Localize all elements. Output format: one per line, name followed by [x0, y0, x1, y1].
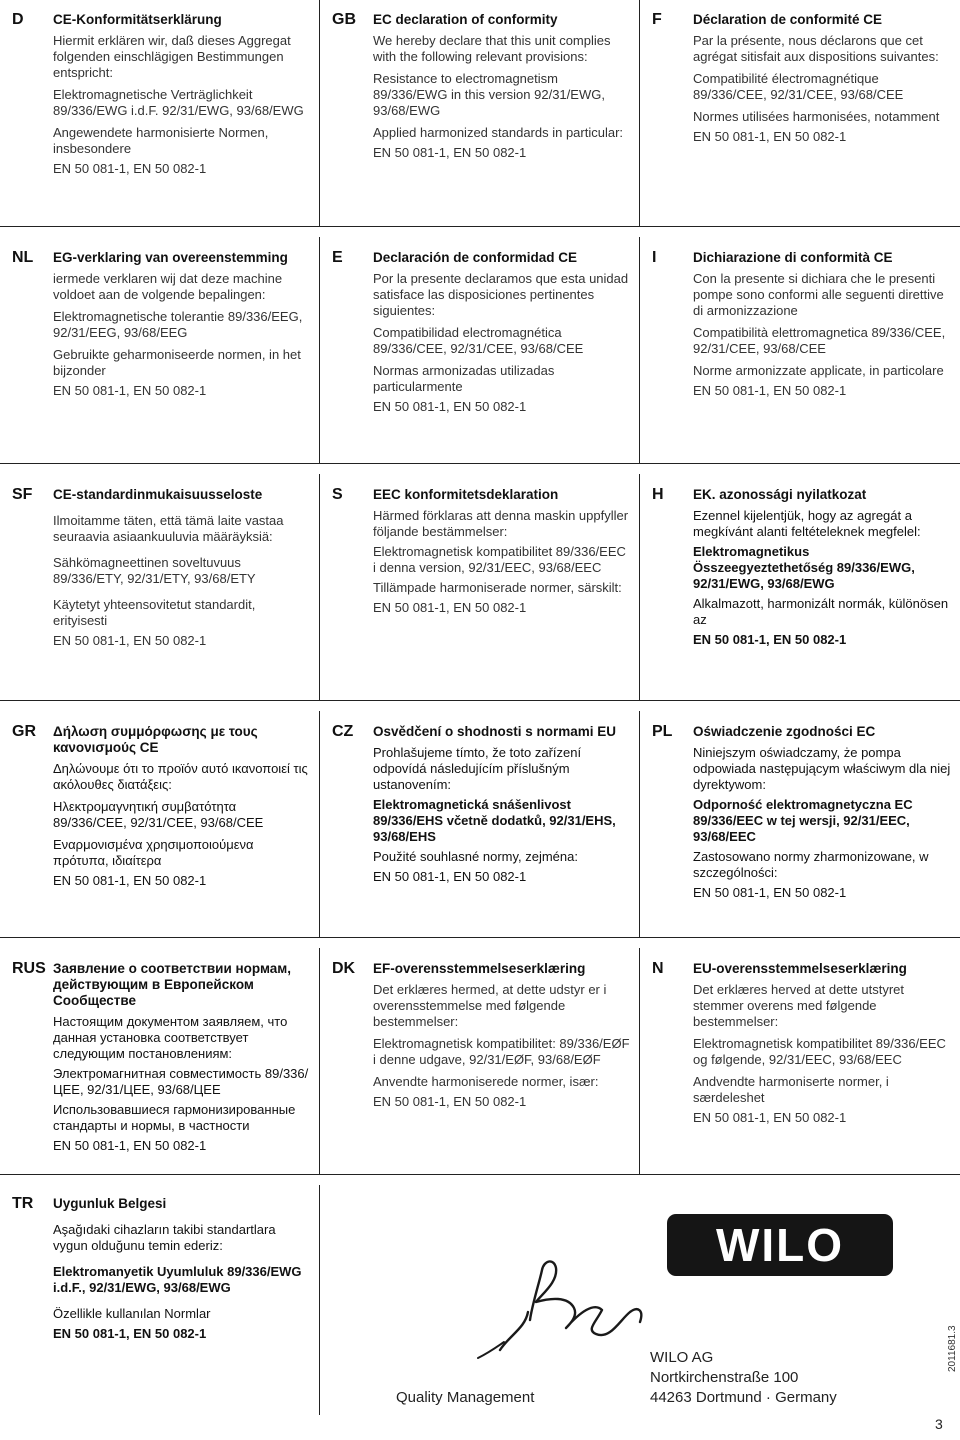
- declaration-cz: [320, 724, 638, 949]
- language-code: E: [332, 249, 343, 266]
- declaration-text: Tillämpade harmoniserade normer, särskilt:: [373, 580, 622, 595]
- declaration-text: Ηλεκτρομαγνητική συμβατότητα 89/336/CEE, 92/31/CEE, 93/68/CEE: [53, 799, 264, 830]
- declaration-text: Hiermit erklären wir, daß dieses Aggregat folgenden einschlägigen Bestimmungen entspricht:: [53, 33, 291, 80]
- declaration-standards: EN 50 081-1, EN 50 082-1: [53, 633, 207, 648]
- declaration-text: Par la présente, nous déclarons que cet agrégat sitisfait aux dispositions suivantes:: [693, 33, 939, 64]
- declaration-standards: EN 50 081-1, EN 50 082-1: [53, 161, 207, 176]
- declaration-rus: [0, 961, 318, 1186]
- declaration-i: [640, 250, 958, 475]
- declaration-standards: EN 50 081-1, EN 50 082-1: [53, 383, 207, 398]
- language-code: S: [332, 486, 343, 503]
- declaration-text: Anvendte harmoniserede normer, især:: [373, 1074, 599, 1089]
- declaration-text: Elektromanyetik Uyumluluk 89/336/EWG i.d.F., 92/31/EWG, 93/68/EWG: [53, 1264, 302, 1295]
- declaration-standards: EN 50 081-1, EN 50 082-1: [693, 1110, 847, 1125]
- language-code: RUS: [12, 960, 46, 977]
- declaration-title: EK. azonossági nyilatkozat: [693, 487, 867, 502]
- declaration-standards: EN 50 081-1, EN 50 082-1: [693, 129, 847, 144]
- declaration-title: Uygunluk Belgesi: [53, 1196, 167, 1211]
- declaration-text: Elektromagnetisk kompatibilitet: 89/336/EØF i denne udgave, 92/31/EØF, 93/68/EØF: [373, 1036, 630, 1067]
- language-code: SF: [12, 486, 33, 503]
- declaration-title: Déclaration de conformité CE: [693, 12, 883, 27]
- declaration-text: Aşağıdaki cihazların takibi standartlara vygun olduğunu temin ederiz:: [53, 1222, 276, 1253]
- language-code: NL: [12, 249, 34, 266]
- declaration-text: Sähkömagneettinen soveltuvuus 89/336/ETY, 92/31/ETY, 93/68/ETY: [53, 555, 256, 586]
- declaration-text: Niniejszym oświadczamy, że pompa odpowiada następującym właściwym dla niej dyrektywom:: [693, 745, 951, 792]
- declaration-text: Compatibilità elettromagnetica 89/336/CEE, 92/31/CEE, 93/68/CEE: [693, 325, 946, 356]
- language-code: CZ: [332, 723, 354, 740]
- declaration-text: Использовавшиеся гармонизированные стандарты и нормы, в частности: [53, 1102, 296, 1133]
- declaration-standards: EN 50 081-1, EN 50 082-1: [53, 1326, 207, 1341]
- declaration-title: EF-overensstemmelseserklæring: [373, 961, 586, 976]
- language-code: PL: [652, 723, 673, 740]
- declaration-text: Resistance to electromagnetism 89/336/EWG in this version 92/31/EWG, 93/68/EWG: [373, 71, 605, 118]
- declaration-title: Δήλωση συμμόρφωσης με τους κανονισμούς CE: [53, 724, 258, 755]
- declaration-s: [320, 487, 638, 712]
- declaration-title: Заявление о соответствии нормам, действующим в Европейском Сообществе: [53, 961, 292, 1008]
- declaration-text: Härmed förklaras att denna maskin uppfyller följande bestämmelser:: [373, 508, 629, 539]
- declaration-dk: [320, 961, 638, 1186]
- declaration-d: [0, 12, 318, 237]
- company-street: Nortkirchenstraße 100: [650, 1369, 799, 1386]
- declaration-text: Elektromagnetická snášenlivost 89/336/EHS včetně dodatků, 92/31/EHS, 93/68/EHS: [373, 797, 616, 844]
- declaration-text: iermede verklaren wij dat deze machine voldoet aan de volgende bepalingen:: [53, 271, 283, 302]
- declaration-text: Normes utilisées harmonisées, notamment: [693, 109, 940, 124]
- company-address: [650, 1348, 837, 1408]
- declaration-text: Normas armonizadas utilizadas particularmente: [373, 363, 555, 394]
- language-code: N: [652, 960, 664, 977]
- declaration-text: Elektromagnetisk kompatibilitet 89/336/EEC i denna version, 92/31/EEC, 93/68/EEC: [373, 544, 626, 575]
- declaration-e: [320, 250, 638, 475]
- declaration-n: [640, 961, 958, 1186]
- declaration-standards: EN 50 081-1, EN 50 082-1: [53, 1138, 207, 1153]
- declaration-text: Gebruikte geharmoniseerde normen, in het bijzonder: [53, 347, 301, 378]
- declaration-sf: [0, 487, 318, 712]
- document-number: 2011681.3: [947, 1325, 958, 1372]
- language-code: GB: [332, 11, 356, 28]
- wilo-logo: [667, 1214, 893, 1276]
- declaration-standards: EN 50 081-1, EN 50 082-1: [373, 600, 527, 615]
- company-city: 44263 Dortmund · Germany: [650, 1389, 837, 1406]
- declaration-text: Použité souhlasné normy, zejména:: [373, 849, 578, 864]
- logo-text: WILO: [715, 1219, 845, 1271]
- declaration-title: Dichiarazione di conformità CE: [693, 250, 893, 265]
- declaration-title: EEC konformitetsdeklaration: [373, 487, 559, 502]
- declaration-text: Zastosowano normy zharmonizowane, w szczególności:: [693, 849, 929, 880]
- declaration-text: Det erklæres herved at dette utstyret stemmer overens med følgende bestemmelser:: [693, 982, 904, 1029]
- declaration-text: Por la presente declaramos que esta unidad satisface las disposiciones pertinentes siguientes:: [373, 271, 629, 318]
- declaration-text: Δηλώνουμε ότι το προϊόν αυτό ικανοποιεί τις ακόλουθες διατάξεις:: [53, 761, 308, 792]
- declaration-title: CE-standardinmukaisuusseloste: [53, 487, 263, 502]
- declaration-text: Con la presente si dichiara che le presenti pompe sono conformi alle seguenti direttive di armonizzazione: [693, 271, 944, 318]
- declaration-text: Elektromagnetikus Összeegyeztethetőség 89/336/EWG, 92/31/EWG, 93/68/EWG: [693, 544, 915, 591]
- declaration-title: EU-overensstemmelseserklæring: [693, 961, 907, 976]
- declaration-pl: [640, 724, 958, 949]
- declaration-standards: EN 50 081-1, EN 50 082-1: [373, 399, 527, 414]
- declaration-nl: [0, 250, 318, 475]
- declaration-text: Käytetyt yhteensovitetut standardit, erityisesti: [53, 597, 256, 628]
- language-code: DK: [332, 960, 356, 977]
- declaration-standards: EN 50 081-1, EN 50 082-1: [693, 383, 847, 398]
- language-code: F: [652, 11, 662, 28]
- declaration-text: Ezennel kijelentjük, hogy az agregát a megkívánt alanti feltételeknek megfelel:: [693, 508, 921, 539]
- declaration-text: Odporność elektromagnetyczna EC 89/336/EEC w tej wersji, 92/31/EEC, 93/68/EEC: [693, 797, 913, 844]
- declaration-title: Osvědčení o shodnosti s normami EU: [373, 724, 617, 739]
- declaration-text: Ilmoitamme täten, että tämä laite vastaa seuraavia asiaankuuluvia määräyksiä:: [53, 513, 284, 544]
- declaration-standards: EN 50 081-1, EN 50 082-1: [693, 885, 847, 900]
- declaration-tr: [0, 1196, 318, 1436]
- declaration-f: [640, 12, 958, 237]
- declaration-text: Angewendete harmonisierte Normen, insbesondere: [53, 125, 269, 156]
- language-code: TR: [12, 1195, 34, 1212]
- declaration-text: Det erklæres hermed, at dette udstyr er i overensstemmelse med følgende bestemmelser:: [373, 982, 607, 1029]
- signature-mark: [470, 1250, 650, 1360]
- declaration-text: Elektromagnetische tolerantie 89/336/EEG, 92/31/EEG, 93/68/EEG: [53, 309, 303, 340]
- declaration-standards: EN 50 081-1, EN 50 082-1: [693, 632, 847, 647]
- declaration-gb: [320, 12, 638, 237]
- declaration-title: Oświadczenie zgodności EC: [693, 724, 876, 739]
- company-name: WILO AG: [650, 1349, 714, 1366]
- declaration-text: Настоящим документом заявляем, что данная установка соответствует следующим постановлениям:: [53, 1014, 288, 1061]
- signature-label: Quality Management: [396, 1389, 535, 1406]
- declaration-standards: EN 50 081-1, EN 50 082-1: [373, 1094, 527, 1109]
- language-code: I: [652, 249, 657, 266]
- language-code: D: [12, 11, 24, 28]
- declaration-text: Norme armonizzate applicate, in particolare: [693, 363, 944, 378]
- declaration-text: Elektromagnetische Verträglichkeit 89/336/EWG i.d.F. 92/31/EWG, 93/68/EWG: [53, 87, 304, 118]
- declaration-text: Applied harmonized standards in particular:: [373, 125, 624, 140]
- declaration-text: Электромагнитная совместимость 89/336/ЦЕЕ, 92/31/ЦЕЕ, 93/68/ЦЕЕ: [53, 1066, 309, 1097]
- declaration-gr: [0, 724, 318, 949]
- declaration-text: Εναρμονισμένα χρησιμοποιούμενα πρότυπα, ιδιαίτερα: [53, 837, 254, 868]
- declaration-title: EC declaration of conformity: [373, 12, 558, 27]
- declaration-standards: EN 50 081-1, EN 50 082-1: [373, 869, 527, 884]
- column-divider: [319, 1185, 320, 1415]
- language-code: H: [652, 486, 664, 503]
- declaration-text: Elektromagnetisk kompatibilitet 89/336/EEC og følgende, 92/31/EEC, 93/68/EEC: [693, 1036, 946, 1067]
- declaration-text: Özellikle kullanılan Normlar: [53, 1306, 211, 1321]
- declaration-title: Declaración de conformidad CE: [373, 250, 578, 265]
- declaration-text: Andvendte harmoniserte normer, i særdeleshet: [693, 1074, 889, 1105]
- declaration-h: [640, 487, 958, 712]
- declaration-text: Prohlašujeme tímto, že toto zařízení odpovídá následujícím příslušným ustanovením:: [373, 745, 582, 792]
- declaration-standards: EN 50 081-1, EN 50 082-1: [53, 873, 207, 888]
- declaration-text: Compatibilité électromagnétique 89/336/CEE, 92/31/CEE, 93/68/CEE: [693, 71, 904, 102]
- declaration-text: We hereby declare that this unit complies with the following relevant provisions:: [373, 33, 611, 64]
- declaration-title: CE-Konformitätserklärung: [53, 12, 222, 27]
- language-code: GR: [12, 723, 36, 740]
- declaration-text: Compatibilidad electromagnética 89/336/CEE, 92/31/CEE, 93/68/CEE: [373, 325, 584, 356]
- declaration-standards: EN 50 081-1, EN 50 082-1: [373, 145, 527, 160]
- page-number: 3: [935, 1416, 943, 1432]
- declaration-text: Alkalmazott, harmonizált normák, különösen az: [693, 596, 949, 627]
- declaration-title: EG-verklaring van overeenstemming: [53, 250, 288, 265]
